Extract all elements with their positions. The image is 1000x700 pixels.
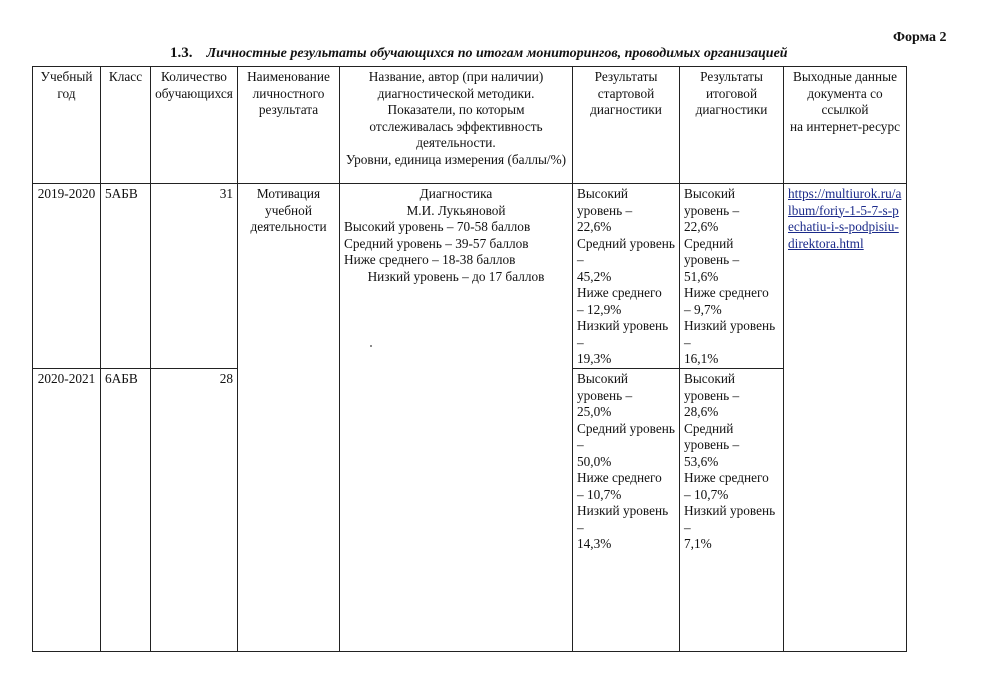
result-line: Низкий уровень – xyxy=(577,318,669,350)
method-level: Ниже среднего – 18-38 баллов xyxy=(344,252,516,267)
cell-count: 28 xyxy=(151,369,238,652)
result-line: Низкий уровень – xyxy=(684,318,776,350)
result-line: – 12,9% xyxy=(577,301,622,317)
result-line: Ниже среднего xyxy=(577,285,662,300)
result-line: Низкий уровень – xyxy=(577,503,669,535)
result-line: Высокий уровень – xyxy=(577,186,633,218)
result-line: 51,6% xyxy=(684,268,719,284)
header-method-line: Показатели, по которым отслеживалась эффективность деятельности. xyxy=(369,102,543,150)
result-line: Высокий уровень – xyxy=(684,186,740,218)
result-line: Ниже среднего xyxy=(684,470,769,485)
section-heading xyxy=(170,45,788,62)
cell-year: 2020-2021 xyxy=(33,369,101,652)
header-count: Количество обучающихся xyxy=(151,67,238,184)
result-line: 19,3% xyxy=(577,351,612,366)
result-line: Средний уровень – xyxy=(684,235,740,267)
cell-result-name: Мотивация учебной деятельности xyxy=(238,184,340,652)
cell-final-results xyxy=(680,184,784,369)
result-line: Ниже среднего xyxy=(684,285,769,300)
cell-class: 5АБВ xyxy=(101,184,151,369)
cell-year: 2019-2020 xyxy=(33,184,101,369)
cell-count: 31 xyxy=(151,184,238,369)
result-line: 14,3% xyxy=(577,536,612,551)
header-output-line: документа со ссылкой xyxy=(807,85,883,117)
cell-start-results xyxy=(573,369,680,652)
method-level: Средний уровень – 39-57 баллов xyxy=(344,235,529,251)
header-start: Результаты стартовой диагностики xyxy=(573,67,680,184)
result-line: Ниже среднего xyxy=(577,470,662,485)
result-line: 45,2% xyxy=(577,268,612,284)
header-method-line: Название, автор (при наличии) диагностической методики. xyxy=(368,69,544,101)
header-output xyxy=(784,67,907,184)
form-label: Форма 2 xyxy=(893,30,947,45)
results-table xyxy=(32,66,907,652)
result-line: Средний уровень – xyxy=(577,235,675,267)
result-line: Средний уровень – xyxy=(577,420,675,452)
header-output-line: Выходные данные xyxy=(793,69,897,84)
header-method xyxy=(340,67,573,184)
result-line: Средний уровень – xyxy=(684,420,740,452)
cell-method xyxy=(340,184,573,652)
result-line: – 9,7% xyxy=(684,301,722,317)
header-output-line: на интернет-ресурс xyxy=(790,118,900,134)
header-result-name: Наименование личностного результата xyxy=(238,67,340,184)
result-line: – 10,7% xyxy=(684,486,729,502)
result-line: Высокий уровень – xyxy=(684,371,740,403)
cell-start-results xyxy=(573,184,680,369)
result-line: 16,1% xyxy=(684,351,719,366)
table-row xyxy=(33,184,907,369)
result-line: 28,6% xyxy=(684,404,719,419)
result-line: 25,0% xyxy=(577,404,612,419)
result-line: 22,6% xyxy=(577,219,612,234)
header-class: Класс xyxy=(101,67,151,184)
result-line: 22,6% xyxy=(684,219,719,234)
cell-class: 6АБВ xyxy=(101,369,151,652)
section-title: Личностные результаты обучающихся по итогам мониторингов, проводимых организацией xyxy=(206,46,788,61)
cell-output xyxy=(784,184,907,652)
result-line: Низкий уровень – xyxy=(684,503,776,535)
method-level: Низкий уровень – до 17 баллов xyxy=(367,268,545,284)
method-level: Высокий уровень – 70-58 баллов xyxy=(344,219,531,234)
result-line: 7,1% xyxy=(684,536,712,551)
result-line: 50,0% xyxy=(577,453,612,469)
resource-link[interactable]: https://multiurok.ru/album/foriy-1-5-7-s-pechatiu-i-s-podpisiu-direktora.html xyxy=(788,186,902,251)
method-author: М.И. Лукьяновой xyxy=(406,202,506,218)
result-line: – 10,7% xyxy=(577,486,622,502)
scan-speck xyxy=(370,345,372,347)
method-title: Диагностика xyxy=(419,186,493,201)
section-number: 1.3. xyxy=(170,45,193,61)
result-line: 53,6% xyxy=(684,453,719,469)
result-line: Высокий уровень – xyxy=(577,371,633,403)
header-row xyxy=(33,67,907,184)
header-method-line: Уровни, единица измерения (баллы/%) xyxy=(345,151,567,167)
header-final: Результаты итоговой диагностики xyxy=(680,67,784,184)
cell-final-results xyxy=(680,369,784,652)
header-year: Учебный год xyxy=(33,67,101,184)
